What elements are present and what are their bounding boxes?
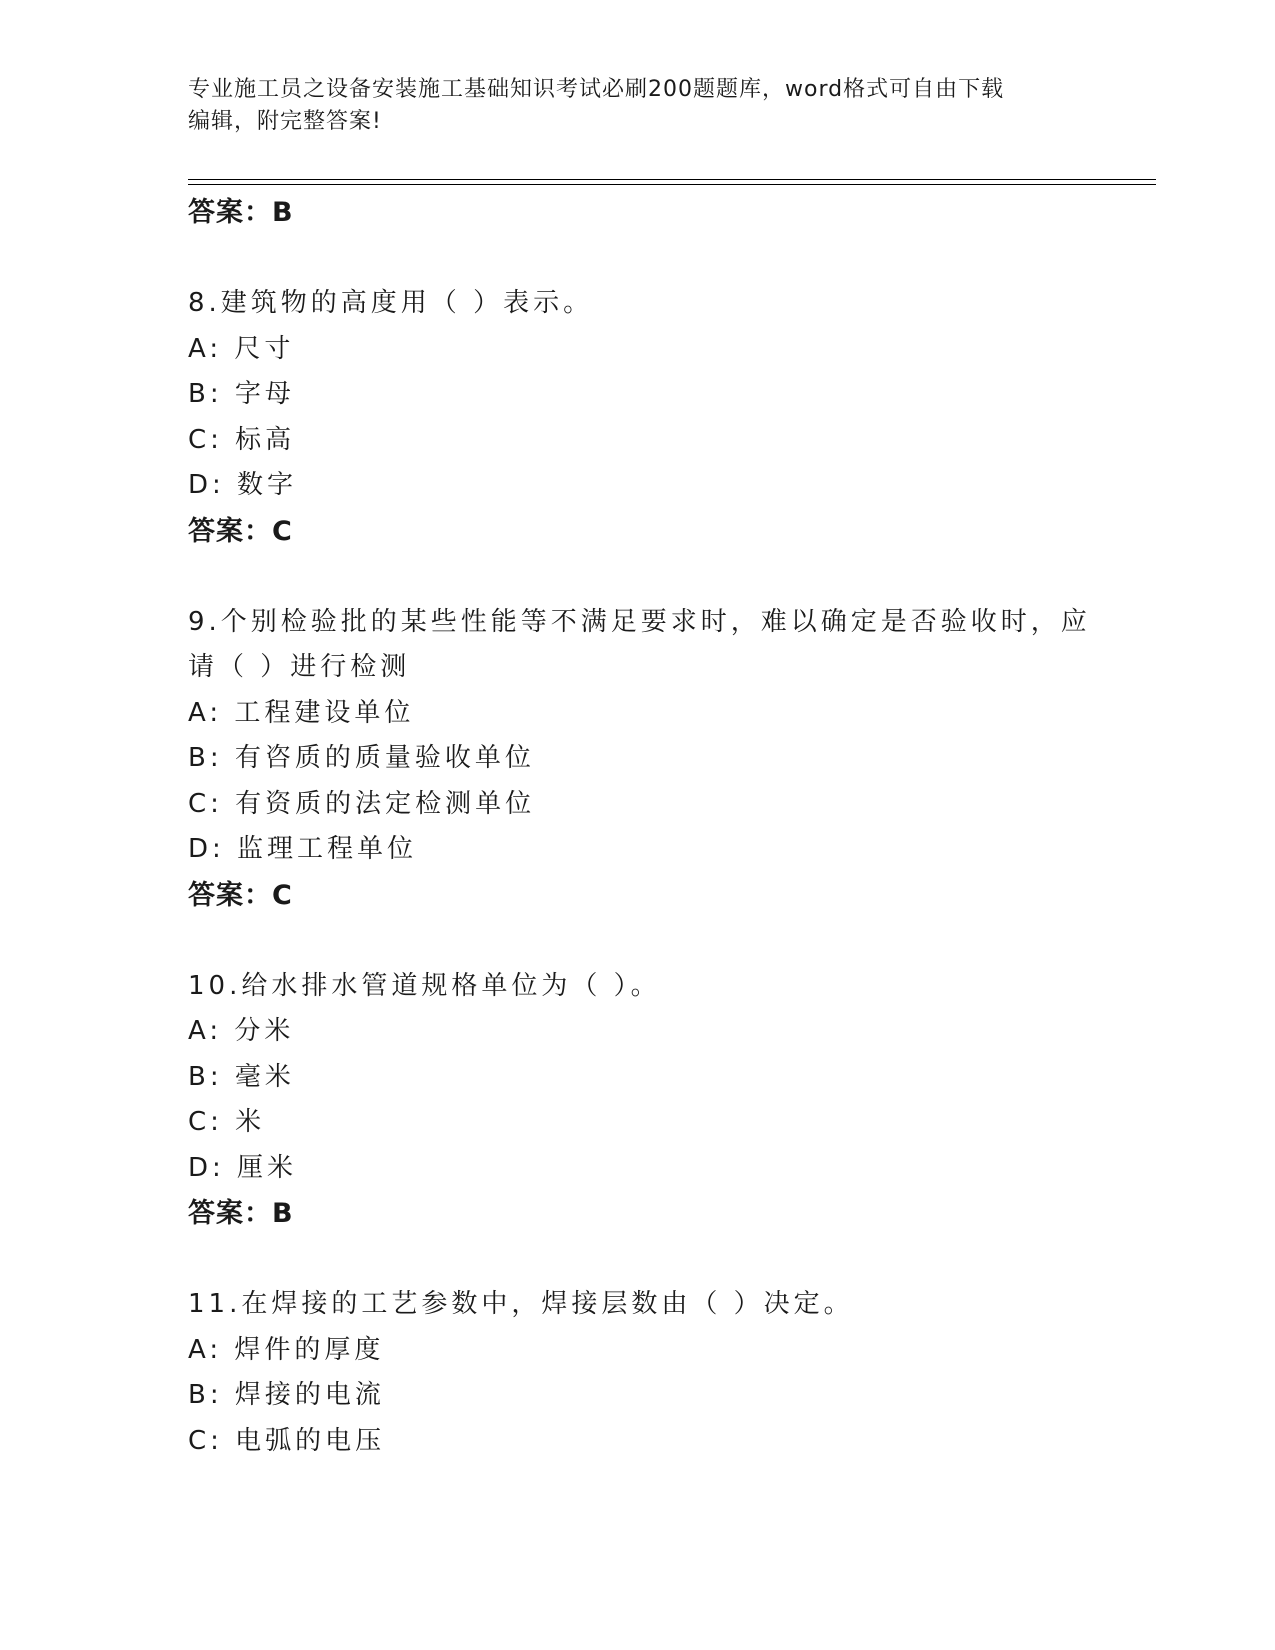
question-9-text-line-1: 9.个别检验批的某些性能等不满足要求时，难以确定是否验收时，应 — [188, 606, 1091, 637]
question-9-option-b: B: 有咨质的质量验收单位 — [188, 743, 535, 773]
spacer — [188, 918, 1088, 964]
question-8-option-c: C: 标高 — [188, 424, 296, 455]
spacer — [188, 236, 1088, 282]
question-8-answer: 答案：C — [188, 515, 293, 547]
question-9-option-c: C: 有资质的法定检测单位 — [188, 788, 536, 819]
question-9-text-line-2: 请（ ）进行检测 — [188, 652, 411, 682]
header-divider-bottom — [188, 184, 1156, 185]
spacer — [188, 1237, 1088, 1283]
question-10-option-c: C: 米 — [188, 1107, 266, 1137]
question-10-option-d: D: 厘米 — [188, 1152, 298, 1183]
answer-previous: 答案：B — [188, 197, 294, 228]
question-11-option-a: A: 焊件的厚度 — [188, 1334, 385, 1365]
question-9-answer: 答案：C — [188, 879, 293, 911]
question-11-option-b: B: 焊接的电流 — [188, 1380, 385, 1410]
document-header — [188, 74, 1068, 138]
header-line-2: 编辑，附完整答案! — [188, 109, 382, 134]
question-8-text: 8.建筑物的高度用（ ）表示。 — [188, 288, 594, 318]
question-8-option-b: B: 字母 — [188, 379, 295, 409]
question-11-option-c: C: 电弧的电压 — [188, 1425, 386, 1456]
header-divider-top — [188, 179, 1156, 180]
question-8-option-a: A: 尺寸 — [188, 333, 295, 364]
spacer — [188, 554, 1088, 600]
question-8-option-d: D: 数字 — [188, 470, 298, 500]
question-9-option-a: A: 工程建设单位 — [188, 697, 415, 728]
question-10-text: 10.给水排水管道规格单位为（ ）。 — [188, 970, 661, 1001]
question-10-answer: 答案：B — [188, 1198, 294, 1229]
question-11-text: 11.在焊接的工艺参数中，焊接层数由（ ）决定。 — [188, 1289, 854, 1319]
question-list — [188, 190, 1091, 1464]
question-10-option-b: B: 毫米 — [188, 1061, 295, 1092]
question-9-option-d: D: 监理工程单位 — [188, 834, 418, 864]
header-line-1: 专业施工员之设备安装施工基础知识考试必刷200题题库，word格式可自由下载 — [188, 77, 1005, 102]
question-10-option-a: A: 分米 — [188, 1016, 295, 1046]
